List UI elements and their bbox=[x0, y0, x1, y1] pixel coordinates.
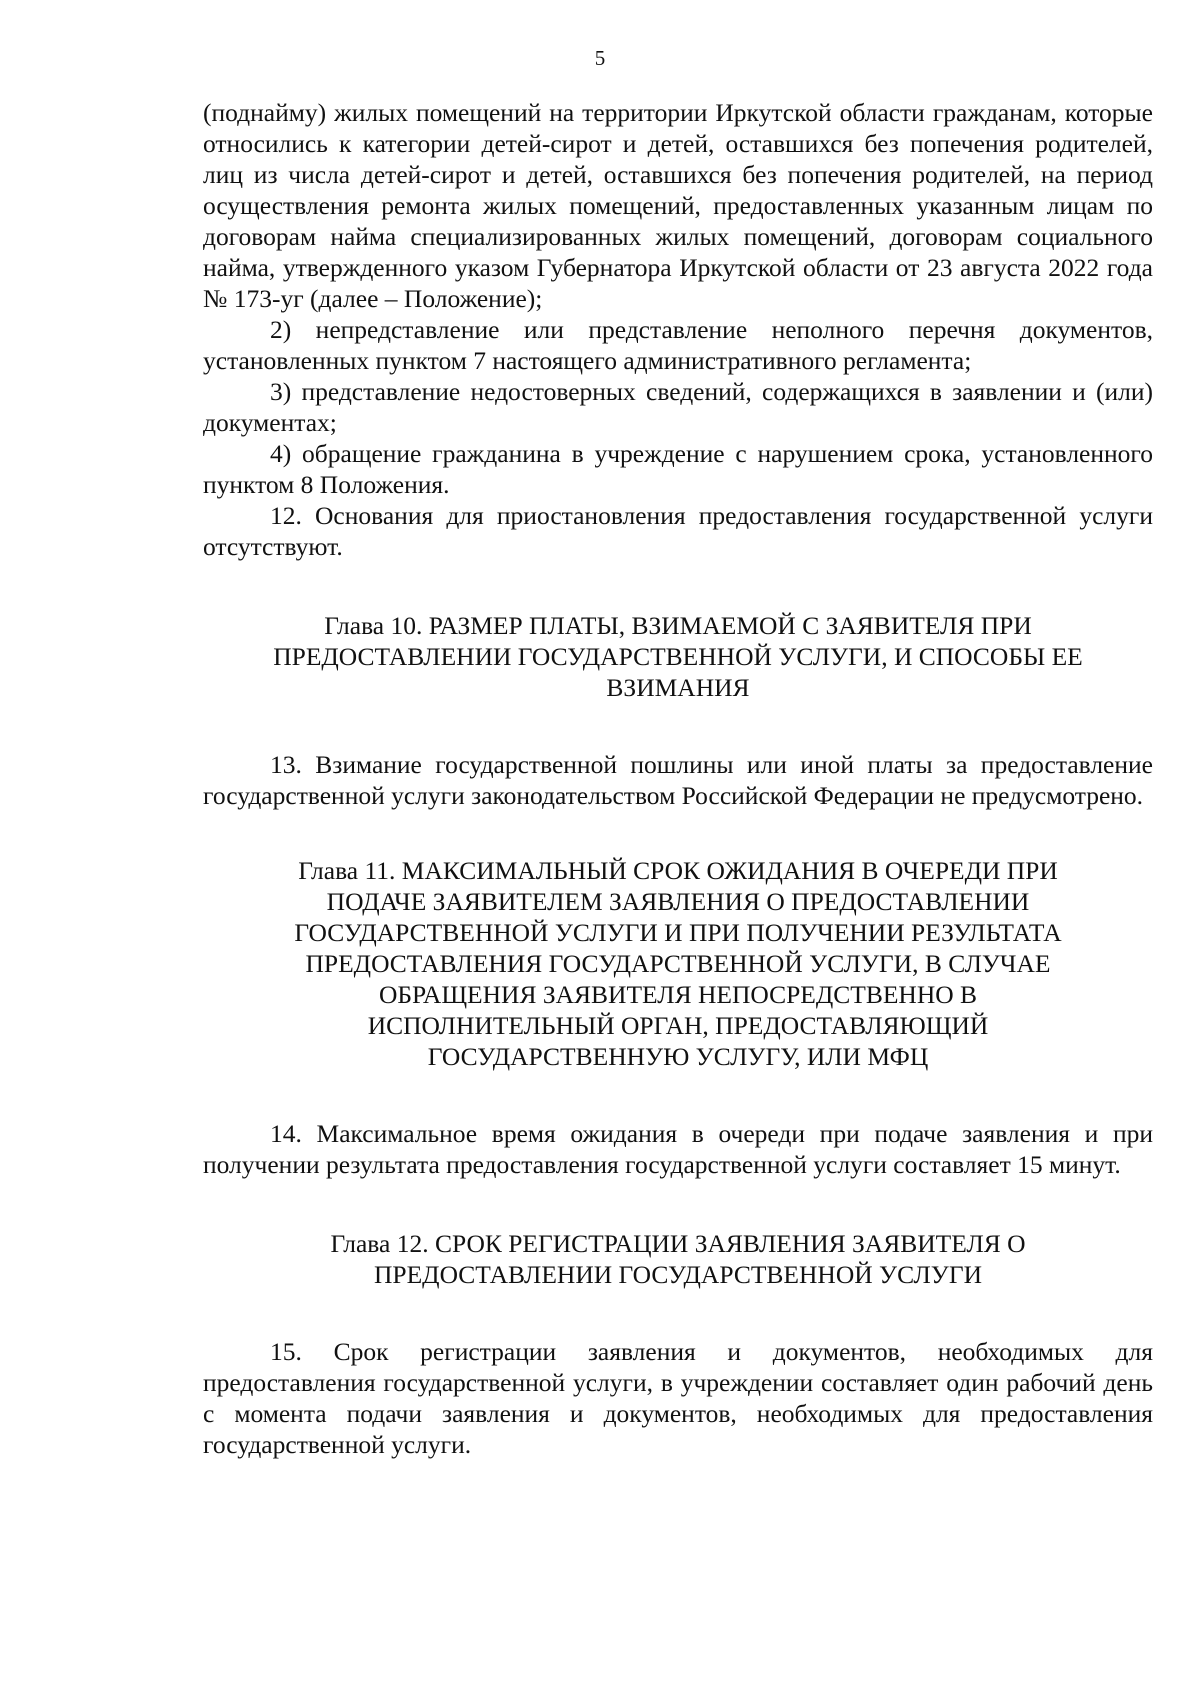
chapter-10-heading bbox=[203, 610, 1153, 703]
chapter-12-heading-line: ПРЕДОСТАВЛЕНИИ ГОСУДАРСТВЕННОЙ УСЛУГИ bbox=[374, 1260, 982, 1289]
chapter-11-heading-line: ГОСУДАРСТВЕННОЙ УСЛУГИ И ПРИ ПОЛУЧЕНИИ РЕЗУЛЬТАТА bbox=[294, 918, 1062, 947]
chapter-10-heading-line: Глава 10. РАЗМЕР ПЛАТЫ, ВЗИМАЕМОЙ С ЗАЯВИТЕЛЯ ПРИ bbox=[324, 611, 1032, 640]
page-number: 5 bbox=[594, 46, 606, 70]
chapter-11-heading-line: ОБРАЩЕНИЯ ЗАЯВИТЕЛЯ НЕПОСРЕДСТВЕННО В bbox=[378, 980, 978, 1009]
paragraph-item-4: 4) обращение гражданина в учреждение с нарушением срока, установленного пунктом 8 Положения. bbox=[203, 439, 1153, 499]
paragraph-item-2: 2) непредставление или представление неполного перечня документов, установленных пунктом 7 настоящего административного регламента; bbox=[203, 315, 1153, 375]
paragraph-item-12: 12. Основания для приостановления предоставления государственной услуги отсутствуют. bbox=[203, 501, 1153, 561]
chapter-12-heading-line: Глава 12. СРОК РЕГИСТРАЦИИ ЗАЯВЛЕНИЯ ЗАЯВИТЕЛЯ О bbox=[330, 1229, 1026, 1258]
chapter-10-heading-line: ВЗИМАНИЯ bbox=[606, 673, 750, 702]
paragraph-item-3: 3) представление недостоверных сведений, содержащихся в заявлении и (или) документах; bbox=[203, 377, 1153, 437]
document-body bbox=[203, 97, 1153, 1460]
chapter-12-heading bbox=[203, 1228, 1153, 1290]
chapter-11-heading-line: ПОДАЧЕ ЗАЯВИТЕЛЕМ ЗАЯВЛЕНИЯ О ПРЕДОСТАВЛЕНИИ bbox=[326, 887, 1030, 916]
paragraph-continuation: (поднайму) жилых помещений на территории Иркутской области гражданам, которые относились к категории детей-сирот и детей, оставшихся без попечения родителей, лиц из числа детей-сирот и детей, оставшихся без попечения родителей, на период осуществления ремонта жилых помещений, предоставленных указанным лицам по договорам найма специализированных жилых помещений, договорам социального найма, утвержденного указом Губернатора Иркутской области от 23 августа 2022 года № 173-уг (далее – Положение); bbox=[203, 98, 1153, 313]
chapter-11-heading-line: ГОСУДАРСТВЕННУЮ УСЛУГУ, ИЛИ МФЦ bbox=[427, 1042, 929, 1071]
paragraph-13: 13. Взимание государственной пошлины или иной платы за предоставление государственной услуги законодательством Российской Федерации не предусмотрено. bbox=[203, 750, 1153, 810]
chapter-11-heading-line: ИСПОЛНИТЕЛЬНЫЙ ОРГАН, ПРЕДОСТАВЛЯЮЩИЙ bbox=[367, 1011, 989, 1040]
chapter-10-heading-line: ПРЕДОСТАВЛЕНИИ ГОСУДАРСТВЕННОЙ УСЛУГИ, И СПОСОБЫ ЕЕ bbox=[273, 642, 1083, 671]
chapter-11-heading-line: Глава 11. МАКСИМАЛЬНЫЙ СРОК ОЖИДАНИЯ В ОЧЕРЕДИ ПРИ bbox=[298, 856, 1058, 885]
paragraph-14: 14. Максимальное время ожидания в очереди при подаче заявления и при получении результата предоставления государственной услуги составляет 15 минут. bbox=[203, 1119, 1153, 1179]
chapter-11-heading-line: ПРЕДОСТАВЛЕНИЯ ГОСУДАРСТВЕННОЙ УСЛУГИ, В СЛУЧАЕ bbox=[305, 949, 1051, 978]
chapter-11-heading bbox=[203, 855, 1153, 1072]
paragraph-15: 15. Срок регистрации заявления и документов, необходимых для предоставления государственной услуги, в учреждении составляет один рабочий день с момента подачи заявления и документов, необходимых для предоставления государственной услуги. bbox=[203, 1337, 1153, 1459]
